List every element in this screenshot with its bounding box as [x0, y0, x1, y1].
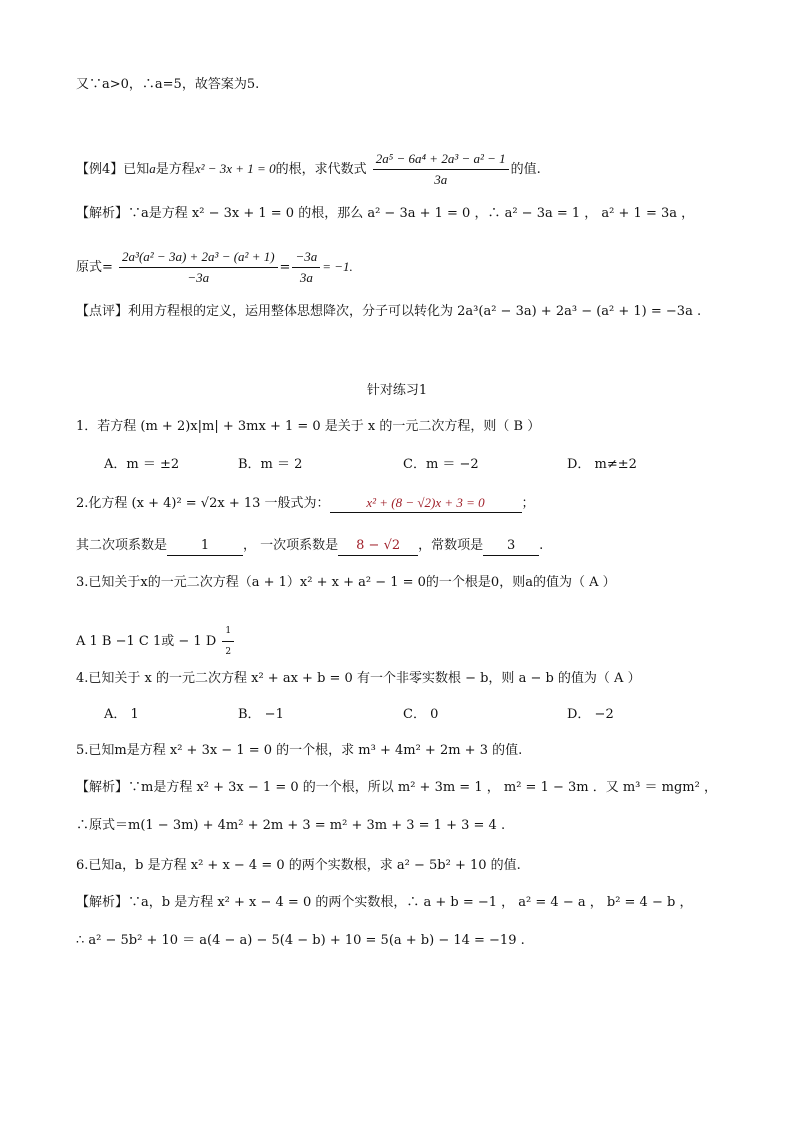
example-var: a [149, 161, 156, 176]
q1-stem: 1．若方程 (m + 2)x|m| + 3mx + 1 = 0 是关于 x 的一元二次方程，则（ B ） [76, 419, 541, 434]
q3-options-text: A 1 B −1 C 1或 − 1 D [76, 634, 217, 649]
q1-option-d: D． m≠±2 [567, 457, 637, 472]
fraction-numerator: 2a³(a² − 3a) + 2a³ − (a² + 1) [119, 248, 278, 268]
fraction-denominator: 3a [434, 172, 448, 187]
comment-text: 利用方程根的定义，运用整体思想降次，分子可以转化为 2a³(a² − 3a) + 2a³ − (a² + 1) = −3a . [128, 304, 702, 319]
q6-solution-2: ∴ a² − 5b² + 10 ＝ a(4 − a) − 5(4 − b) + 10 = 5(a + b) − 14 = −19 . [76, 933, 525, 948]
example-equation: x² − 3x + 1 = 0 [194, 161, 276, 176]
expression-fraction-2 [292, 248, 320, 287]
q3-options [76, 622, 236, 661]
expression-label: 原式= [76, 260, 113, 275]
q4-option-b: B． −1 [238, 707, 284, 722]
quadratic-coef-blank: 1 [167, 537, 243, 556]
q2-text: ，常数项是 [418, 538, 484, 553]
q4-stem: 4.已知关于 x 的一元二次方程 x² + ax + b = 0 有一个非零实数根 − b，则 a − b 的值为（ A ） [76, 671, 641, 686]
solution-line [76, 205, 694, 223]
q4-option-c: C． 0 [403, 707, 439, 722]
solution-text: ∵a是方程 x² − 3x + 1 = 0 的根，那么 a² − 3a + 1 = 0 ，∴ a² − 3a = 1 ， a² + 1 = 3a ， [128, 206, 695, 221]
equals-sign: = [279, 260, 291, 275]
expression-fraction [119, 248, 278, 287]
constant-blank: 3 [483, 537, 539, 556]
fraction-denominator: 2 [225, 647, 232, 657]
q2-text: ； [521, 496, 535, 511]
q2-text: 其二次项系数是 [76, 538, 168, 553]
linear-coef-blank: 8 − √2 [338, 537, 418, 556]
example-text: 的根，求代数式 [275, 162, 367, 177]
q1-option-c: C．m ＝ −2 [403, 457, 479, 472]
q1-option-a: A．m ＝ ±2 [104, 457, 180, 472]
q2-text: . [539, 538, 544, 553]
q3-stem: 3.已知关于x的一元二次方程（a + 1）x² + x + a² − 1 = 0的一个根是0，则a的值为（ A ） [76, 575, 616, 590]
fraction-numerator: −3a [292, 248, 320, 268]
fraction-numerator: 2a⁵ − 6a⁴ + 2a³ − a² − 1 [373, 150, 509, 170]
q5-solution-2: ∴原式＝m(1 − 3m) + 4m² + 2m + 3 = m² + 3m + 3 = 1 + 3 = 4 . [76, 818, 506, 833]
q4-option-a: A． 1 [104, 707, 139, 722]
fraction-denominator: −3a [187, 270, 210, 285]
original-expression [76, 248, 353, 287]
q2-text: ， 一次项系数是 [243, 538, 339, 553]
solution-label: 【解析】 [76, 206, 129, 221]
comment-label: 【点评】 [76, 304, 129, 319]
q2-text: 2.化方程 (x + 4)² = √2x + 13 一般式为： [76, 496, 330, 511]
q2-coefficients [76, 537, 543, 556]
q6-solution: 【解析】∵a，b 是方程 x² + x − 4 = 0 的两个实数根，∴ a + b = −1 ， a² = 4 − a ， b² = 4 − b ， [76, 895, 693, 910]
expression-result: = −1. [322, 259, 353, 274]
example-text: 的值. [510, 162, 541, 177]
intro-line: 又∵a>0，∴a=5，故答案为5. [76, 77, 260, 92]
q4-option-d: D． −2 [567, 707, 614, 722]
q2-stem [76, 494, 535, 513]
example-label: 【例4】 [76, 162, 124, 177]
comment-line [76, 303, 701, 321]
q5-solution: 【解析】∵m是方程 x² + 3x − 1 = 0 的一个根，所以 m² + 3m = 1 ， m² = 1 − 3m ．又 m³ ＝ mgm² ， [76, 780, 717, 795]
example-text: 是方程 [155, 162, 195, 177]
q5-stem: 5.已知m是方程 x² + 3x − 1 = 0 的一个根，求 m³ + 4m² + 2m + 3 的值. [76, 743, 523, 758]
fraction-numerator: 1 [222, 622, 234, 642]
example-text: 已知 [123, 162, 150, 177]
fraction-denominator: 3a [299, 270, 313, 285]
q1-option-b: B．m ＝ 2 [238, 457, 303, 472]
q6-stem: 6.已知a，b 是方程 x² + x − 4 = 0 的两个实数根，求 a² − 5b² + 10 的值. [76, 858, 521, 873]
section-title: 针对练习1 [366, 383, 428, 398]
q3-half-fraction [222, 622, 234, 661]
example-4 [76, 150, 541, 189]
q2-answer-blank: x² + (8 − √2)x + 3 = 0 [330, 494, 522, 513]
example-fraction [373, 150, 509, 189]
